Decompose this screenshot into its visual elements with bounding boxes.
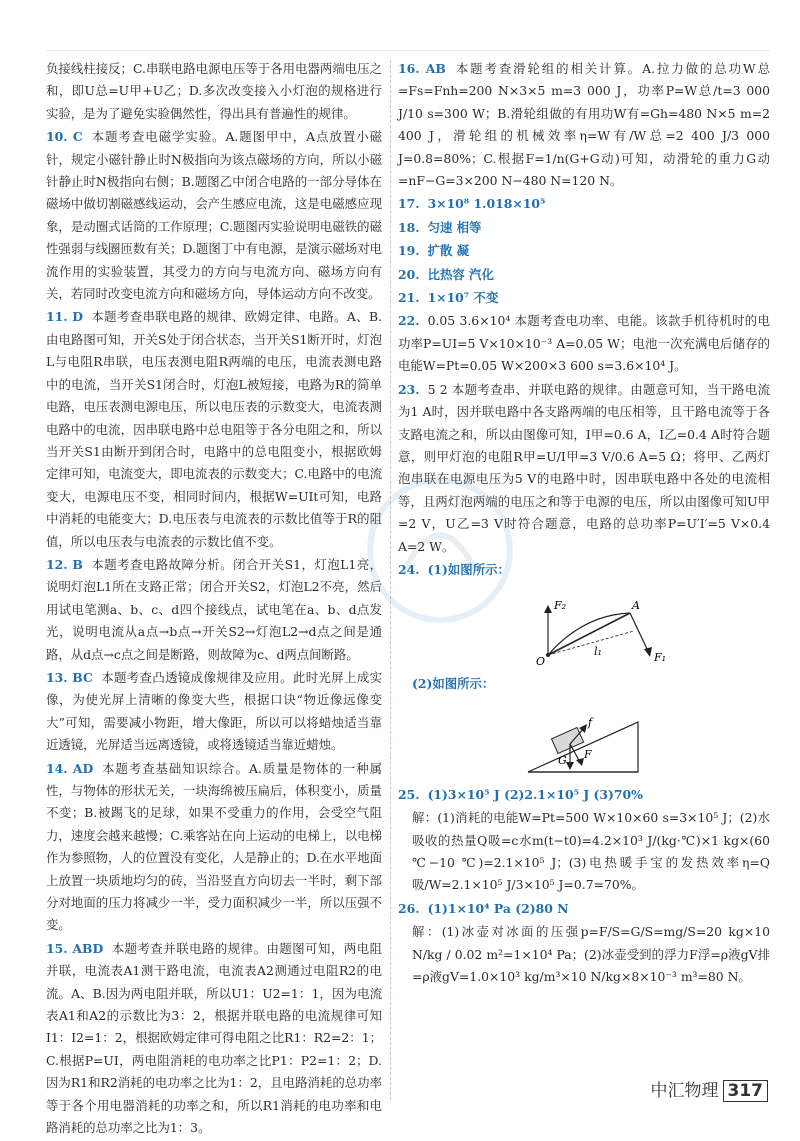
answer-9-cont (46, 58, 382, 125)
answer-text: 本题考查凸透镜成像规律及应用。此时光屏上成实像，为使光屏上清晰的像变大些，根据口诀“物近像远像变大”可知，需要减小物距，增大像距，所以可以将蜡烛适当靠近透镜，光屏适当远离透镜，或将透镜适当靠近蜡烛。 (46, 669, 383, 753)
answer-18 (398, 217, 770, 239)
answer-number: 16. AB (398, 61, 446, 76)
answer-text: (2)如图所示： (412, 676, 495, 692)
answer-text: 0.05 3.6×10⁴ 本题考查电功率、电能。该款手机待机时的电功率P=UI=5 V×10×10⁻³ A=0.05 W；电池一次充满电后储存的电能W=Pt=0.05 W×200×3 600 s=3.6×10⁴ J。 (398, 313, 770, 374)
answer-number: 18. (398, 219, 420, 235)
force-fn-arrowhead (576, 758, 584, 766)
lever-figure (398, 585, 770, 667)
label-o: O (536, 655, 546, 668)
answer-14 (46, 758, 382, 937)
answer-number: 14. AD (46, 760, 94, 776)
page-footer (651, 1076, 769, 1102)
answer-11 (46, 306, 382, 552)
answer-number: 22. (398, 313, 420, 329)
answer-13 (46, 667, 382, 757)
force-f1-arrow (630, 613, 648, 651)
label-f1: F₁ (654, 651, 667, 665)
pivot-o (546, 653, 550, 657)
answer-number: 17. (398, 196, 420, 212)
answer-21 (398, 287, 770, 309)
answer-15 (46, 938, 382, 1140)
answer-26 (398, 898, 770, 920)
answer-text: 本题考查并联电路的规律。由题图可知，两电阻并联，电流表A1测干路电流，电流表A2测通过电阻R2的电流。A、B.因为两电阻并联，所以U1：U2=1：1，因为电流表A1和A2的示数比为3：2，根据并联电路的电流规律可知I1：I2=1：2，根据欧姆定律可得电阻之比R1：R2=2：1；C.根据P=UI，两电阻消耗的电功率之比P1：P2=1：2；D.因为R1和R2消耗的电功率之比为1：2，且电路消耗的总功率等于各个用电器消耗的功率之和，所以R1消耗的电功率和电路消耗的总功率之比为1：3。 (46, 940, 383, 1136)
lever-bar (548, 613, 630, 655)
label-fn: F (584, 747, 592, 761)
answer-text: (1)1×10⁴ Pa (2)80 N (427, 900, 569, 916)
answer-number: 26. (398, 900, 420, 916)
answer-text: (1)如图所示： (427, 561, 510, 577)
answer-text: 比热容 汽化 (427, 266, 494, 282)
book-title: 中汇物理 (650, 1081, 719, 1101)
left-column (46, 58, 382, 1141)
column-divider (390, 60, 391, 1100)
label-a: A (632, 599, 640, 613)
answer-17 (398, 193, 770, 215)
answer-text: 本题考查电磁学实验。A.题图甲中，A点放置小磁针，规定小磁针静止时N极指向为该点磁场的方向，所以小磁针静止时N极指向右侧；B.题图乙中闭合电路的一部分导体在磁场中做切割磁感线运动，会产生感应电流，这是电磁感应现象，是动圈式话筒的工作原理；C.题图丙实验说明电磁铁的磁性强弱与线圈匝数有关；D.题图丁中有电源，是演示磁场对电流作用的实验装置，其受力的方向与电流方向、磁场方向有关，若同时改变电流方向和磁场方向，导体运动方向不改变。 (46, 129, 382, 302)
label-g: G (558, 753, 567, 767)
answer-25 (398, 784, 770, 806)
label-l1: l₁ (594, 645, 602, 659)
label-f2: F₂ (554, 599, 567, 613)
force-fn-arrow (570, 744, 580, 762)
answer-number: 10. C (46, 129, 83, 145)
answer-19 (398, 240, 770, 262)
top-rule (46, 50, 770, 51)
answer-22 (398, 310, 770, 377)
answer-12 (46, 554, 382, 666)
answer-24-1 (398, 559, 770, 581)
answer-text: 本题考查基础知识综合。A.质量是物体的一种属性，与物体的形状无关，一块海绵被压扁后，体积变小，质量不变；B.被踢飞的足球，如果不受重力的作用，会受空气阻力，速度会越来越慢；C.乘客站在向上运动的电梯上，以电梯作为参照物，人的位置没有变化，人是静止的；D.在水平地面上放置一块质地均匀的砖，当沿竖直方向切去一半时，剩下部分对地面的压力将减少一半，受力面积减少一半，所以压强不变。 (46, 760, 382, 933)
block (552, 727, 584, 753)
answer-text: 5 2 本题考查串、并联电路的规律。由题意可知，当干路电流为1 A时，因并联电路中各支路两端的电压相等，且干路电流等于各支路电流之和，所以由图像可知，I甲=0.6 A，I乙=0.4 A时符合题意，则甲灯泡的电阻R甲=U/I甲=3 V/0.6 A=5 Ω；将甲、乙两灯泡串联在电源电压为5 V的电路中时，因串联电路中各处的电流相等，且两灯泡两端的电压之和等于电源的电压，所以由图像可知U甲=2 V，U乙=3 V时符合题意，电路的总功率P=U′I′=5 V×0.4 A=2 W。 (398, 381, 770, 554)
answer-number: 24. (398, 561, 420, 577)
answer-16 (398, 58, 770, 192)
answer-number: 11. D (46, 309, 83, 325)
answer-text: 本题考查电路故障分析。闭合开关S1，灯泡L1亮，说明灯泡L1所在支路正常；闭合开关S2，灯泡L2不亮，然后用试电笔测a、b、c、d四个接线点，试电笔在a、b、d点发光，说明电流从a点→b点→开关S2→灯泡L2→d点之间是通路，从d点→c点之间是断路，则故障为c、d两点间断路。 (46, 556, 383, 662)
answer-23 (398, 379, 770, 558)
answer-text: 负接线柱接反；C.串联电路电源电压等于各用电器两端电压之和，即U总=U甲+U乙；D.多次改变接入小灯泡的规格进行实验，是为了避免实验偶然性，得出具有普遍性的规律。 (46, 61, 382, 121)
answer-number: 15. ABD (46, 940, 104, 956)
answer-text: 解：(1)冰壶对冰面的压强p=F/S=G/S=mg/S=20 kg×10 N/kg / 0.02 m²=1×10⁴ Pa；(2)冰壶受到的浮力F浮=ρ液gV排=ρ液gV=1.0×10³ kg/m³×10 N/kg×8×10⁻³ m³=80 N。 (412, 924, 770, 984)
incline-figure (398, 700, 770, 778)
answer-number: 19. (398, 243, 420, 259)
answer-10 (46, 126, 382, 305)
answer-number: 20. (398, 266, 420, 282)
answer-25-solution (398, 807, 770, 897)
answer-number: 23. (398, 381, 420, 397)
answer-number: 12. B (46, 556, 83, 572)
answer-number: 13. BC (46, 669, 93, 685)
force-g-arrowhead (566, 762, 574, 770)
answer-text: 本题考查滑轮组的相关计算。A.拉力做的总功W总=Fs=Fnh=200 N×3×5 m=3 000 J，功率P=W总/t=3 000 J/10 s=300 W；B.滑轮组做的有用功W有=Gh=480 N×5 m=2 400 J，滑轮组的机械效率η=W有/W总=2 400 J/3 000 J=0.8=80%；C.根据F=1/n(G+G动)可知，动滑轮的重力G动=nF−G=3×200 N−480 N=120 N。 (398, 61, 770, 189)
incline-diagram (398, 700, 770, 778)
answer-text: 扩散 凝 (427, 243, 470, 259)
force-f1-arrowhead (644, 647, 652, 657)
force-f2-arrowhead (544, 605, 552, 613)
answer-text: 解：(1)消耗的电能W=Pt=500 W×10×60 s=3×10⁵ J；(2)水吸收的热量Q吸=c水m(t−t0)=4.2×10³ J/(kg·℃)×1 kg×(60 ℃−10 ℃)=2.1×10⁵ J；(3)电热暖手宝的发热效率η=Q吸/W=2.1×10⁵ J/3×10⁵ J=0.7=70%。 (412, 810, 770, 893)
answer-26-solution (398, 921, 770, 988)
answer-number: 25. (398, 786, 420, 802)
lever-diagram (398, 585, 770, 667)
answer-text: 3×10⁸ 1.018×10⁵ (427, 196, 546, 212)
arm-l1-line (548, 631, 634, 655)
answer-text: 本题考查串联电路的规律、欧姆定律、电路。A、B.由电路图可知，开关S处于闭合状态，当开关S1断开时，灯泡L与电阻R串联，电压表测电阻R两端的电压，电流表测电路中的电流，当开关S1闭合时，灯泡L被短接，电路为R的简单电路，电压表测电源电压，所以电压表的示数变大，电流表测电路中的电流，因串联电路中总电阻等于各分电阻之和，所以当开关S1由断开到闭合时，电路中的总电阻变小，根据欧姆定律可知，电流变大，即电流表的示数变大；C.电路中的电流变大，电源电压不变，相同时间内，根据W=UIt可知，电路中消耗的电能变大；D.电压表与电流表的示数比值等于R的阻值，所以电压表与电流表的示数比值不变。 (46, 309, 382, 549)
label-f: f (588, 715, 593, 729)
answer-text: 1×10⁷ 不变 (427, 290, 499, 306)
block-group (552, 727, 584, 753)
answer-24-2 (398, 673, 770, 695)
answer-text: 匀速 相等 (427, 219, 482, 235)
answer-20 (398, 264, 770, 286)
answer-number: 21. (398, 290, 420, 306)
page-number: 317 (723, 1080, 769, 1102)
answer-text: (1)3×10⁵ J (2)2.1×10⁵ J (3)70% (427, 786, 643, 802)
right-column (398, 58, 770, 989)
